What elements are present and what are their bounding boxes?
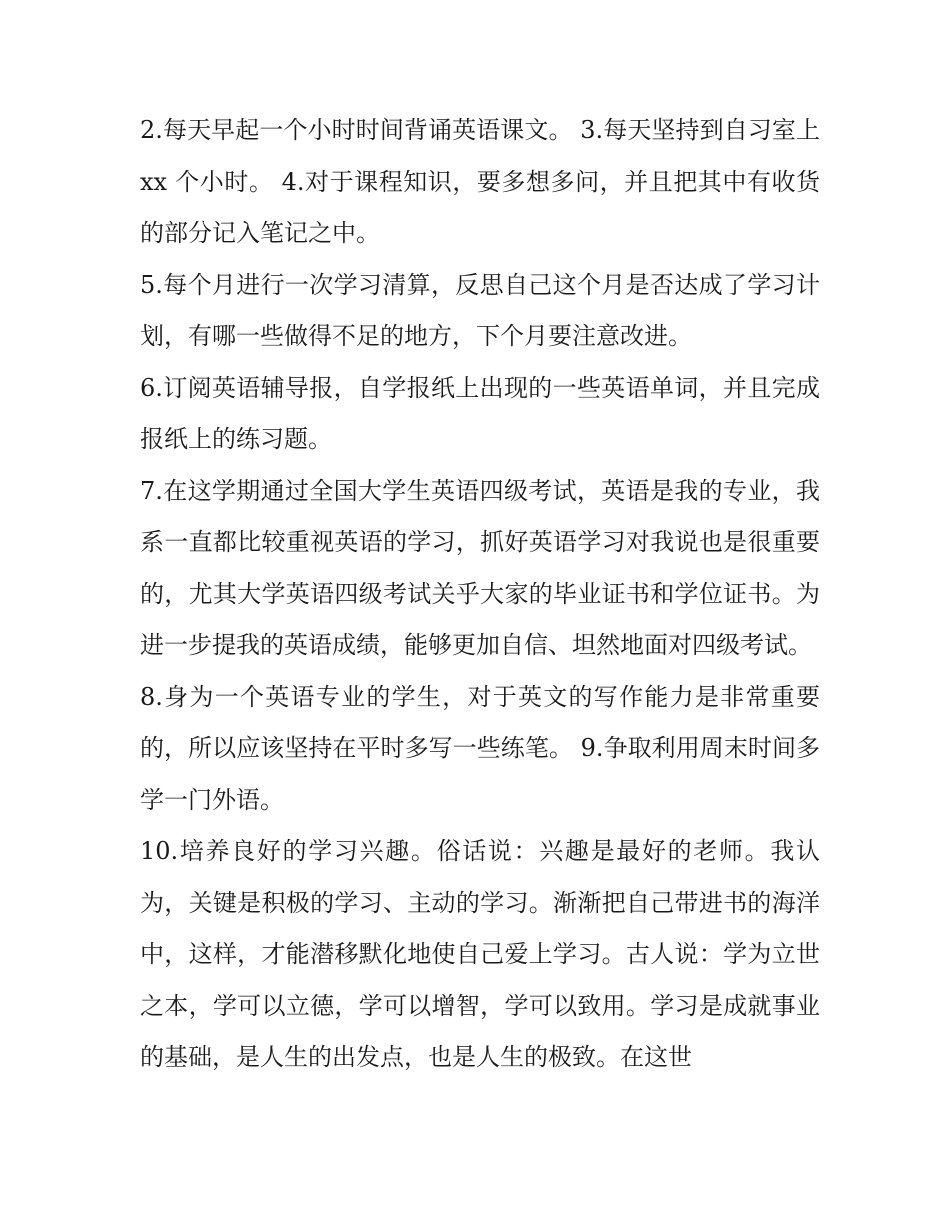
paragraph-study-plan-2-4: 2.每天早起一个小时时间背诵英语课文。 3.每天坚持到自习室上 xx 个小时。 4.对于课程知识，要多想多问，并且把其中有收货的部分记入笔记之中。 bbox=[140, 116, 820, 247]
paragraph-study-plan-6: 6.订阅英语辅导报，自学报纸上出现的一些英语单词，并且完成报纸上的练习题。 bbox=[140, 373, 820, 453]
paragraph-study-plan-10: 10.培养良好的学习兴趣。俗话说：兴趣是最好的老师。我认为，关键是积极的学习、主动的学习。渐渐把自己带进书的海洋中，这样，才能潜移默化地使自己爱上学习。古人说：学为立世之本，学可以立德，学可以增智，学可以致用。学习是成就事业的基础，是人生的出发点，也是人生的极致。在这世 bbox=[140, 837, 820, 1071]
paragraph-study-plan-5: 5.每个月进行一次学习清算，反思自己这个月是否达成了学习计划，有哪一些做得不足的地方，下个月要注意改进。 bbox=[140, 270, 820, 350]
paragraph-study-plan-7: 7.在这学期通过全国大学生英语四级考试，英语是我的专业，我系一直都比较重视英语的学习，抓好英语学习对我说也是很重要的，尤其大学英语四级考试关乎大家的毕业证书和学位证书。为进一步提我的英语成绩，能够更加自信、坦然地面对四级考试。 bbox=[140, 476, 820, 659]
document-body bbox=[140, 105, 820, 1084]
paragraph-study-plan-8-9: 8.身为一个英语专业的学生，对于英文的写作能力是非常重要的，所以应该坚持在平时多写一些练笔。 9.争取利用周末时间多学一门外语。 bbox=[140, 682, 820, 814]
